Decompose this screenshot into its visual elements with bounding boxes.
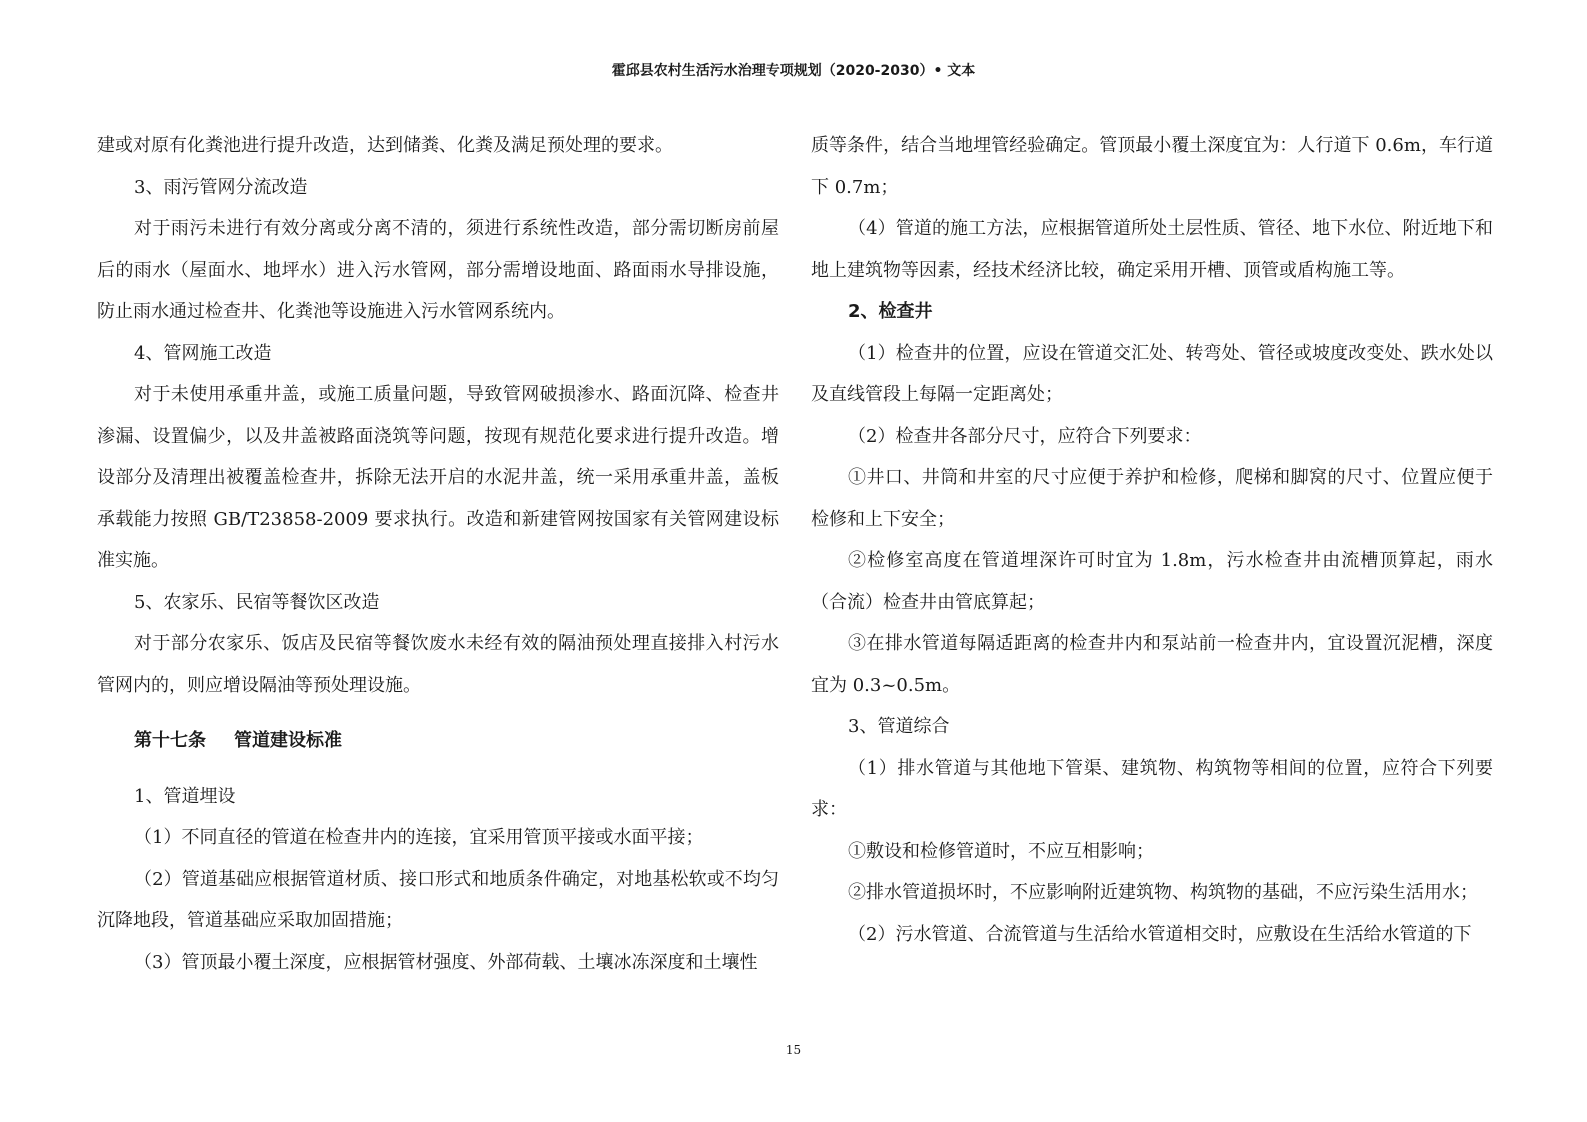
paragraph: （1）排水管道与其他地下管渠、建筑物、构筑物等相间的位置，应符合下列要求：	[811, 757, 1493, 820]
right-column	[811, 125, 1493, 955]
paragraph: ①敷设和检修管道时，不应互相影响；	[848, 840, 1154, 862]
article-heading	[97, 720, 779, 762]
section-heading: 2、检查井	[848, 301, 933, 322]
paragraph: 对于雨污未进行有效分离或分离不清的，须进行系统性改造，部分需切断房前屋后的雨水（屋面水、地坪水）进入污水管网，部分需增设地面、路面雨水导排设施， 防止雨水通过检查井、化粪池等设施进入污水管网系统内。	[97, 218, 779, 322]
paragraph: 建或对原有化粪池进行提升改造，达到储粪、化粪及满足预处理的要求。	[97, 135, 673, 156]
paragraph: （1）不同直径的管道在检查井内的连接，宜采用管顶平接或水面平接；	[134, 827, 704, 848]
article-number: 第十七条	[134, 730, 206, 751]
page-number: 15	[785, 1043, 802, 1057]
section-heading: 3、雨污管网分流改造	[134, 176, 308, 198]
paragraph: （2）管道基础应根据管道材质、接口形式和地质条件确定，对地基松软或不均匀沉降地段，管道基础应采取加固措施；	[97, 868, 779, 931]
section-heading: 3、管道综合	[848, 716, 950, 737]
section-heading: 4、管网施工改造	[134, 342, 272, 364]
paragraph: ②检修室高度在管道埋深许可时宜为 1.8m，污水检查井由流槽顶算起，雨水（合流）检查井由管底算起；	[811, 550, 1493, 613]
paragraph: 质等条件，结合当地埋管经验确定。管顶最小覆土深度宜为：人行道下 0.6m，车行道下 0.7m；	[811, 135, 1493, 198]
paragraph: 对于部分农家乐、饭店及民宿等餐饮废水未经有效的隔油预处理直接排入村污水管网内的，则应增设隔油等预处理设施。	[97, 633, 779, 696]
paragraph: ③在排水管道每隔适距离的检查井内和泵站前一检查井内，宜设置沉泥槽，深度宜为 0.3~0.5m。	[811, 633, 1493, 696]
paragraph: （3）管顶最小覆土深度，应根据管材强度、外部荷载、土壤冰冻深度和土壤性	[134, 951, 758, 973]
left-column	[97, 125, 779, 983]
page-header: 霍邱县农村生活污水治理专项规划（2020-2030）• 文本	[611, 63, 976, 79]
article-title: 管道建设标准	[234, 730, 342, 751]
paragraph: （2）检查井各部分尺寸，应符合下列要求：	[848, 425, 1202, 447]
paragraph: ①井口、井筒和井室的尺寸应便于养护和检修，爬梯和脚窝的尺寸、位置应便于检修和上下安全；	[811, 467, 1493, 530]
section-heading: 5、农家乐、民宿等餐饮区改造	[134, 591, 380, 613]
paragraph: （2）污水管道、合流管道与生活给水管道相交时，应敷设在生活给水管道的下	[848, 923, 1472, 945]
paragraph: （4）管道的施工方法，应根据管道所处土层性质、管径、地下水位、附近地下和地上建筑物等因素，经技术经济比较，确定采用开槽、顶管或盾构施工等。	[811, 218, 1493, 281]
paragraph: 对于未使用承重井盖，或施工质量问题，导致管网破损渗水、路面沉降、检查井渗漏、设置偏少，以及井盖被路面浇筑等问题，按现有规范化要求进行提升改造。增设部分及清理出被覆盖检查井，拆除无法开启的水泥井盖，统一采用承重井盖，盖板承载能力按照 GB/T23858-2009 要求执行。改造和新建管网按国家有关管网建设标准实施。	[97, 384, 779, 571]
paragraph: ②排水管道损坏时，不应影响附近建筑物、构筑物的基础，不应污染生活用水；	[848, 882, 1478, 903]
paragraph: （1）检查井的位置，应设在管道交汇处、转弯处、管径或坡度改变处、跌水处以及直线管段上每隔一定距离处；	[811, 342, 1493, 405]
section-heading: 1、管道埋设	[134, 785, 236, 807]
